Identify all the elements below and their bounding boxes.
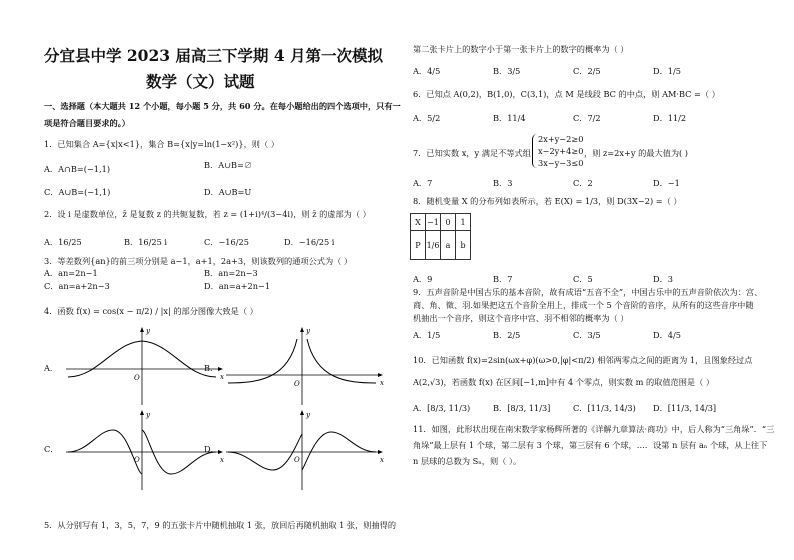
distribution-table (410, 213, 471, 260)
q8-option-b: B．7 (493, 274, 513, 284)
graph-c (58, 410, 228, 492)
q7-inequality-1: 2x+y−2≥0 (538, 134, 584, 144)
table-cell: 1/6 (426, 231, 441, 260)
q3-option-d: D．an=a+2n−1 (204, 281, 271, 291)
q7-option-b: B．3 (493, 178, 513, 188)
table-row (411, 214, 471, 231)
table-cell: X (411, 214, 426, 231)
graph-c-label: C． (44, 444, 59, 454)
q10-option-c: C．[11/3, 14/3) (573, 403, 636, 413)
q6-option-a: A．5/2 (413, 113, 441, 123)
svg-text:x: x (380, 379, 384, 387)
graph-a-label: A． (44, 363, 59, 373)
q6-option-c: C．7/2 (573, 113, 601, 123)
graph-a (58, 325, 228, 407)
q5-option-c: C．2/5 (573, 66, 601, 76)
q1-option-c: C．A∪B=(−1,1) (44, 187, 111, 197)
q7-inequality-2: x−2y+4≥0 (538, 146, 584, 156)
question-11-cont: 角垛”最上层有 1 个球，第二层有 3 个球，第三层有 6 个球，…．设第 n 层有 aₙ 个球，从上往下 (413, 440, 768, 450)
q2-option-a: A．16/25 (44, 237, 82, 247)
svg-text:y: y (306, 411, 310, 419)
q9-option-d: D．4/5 (653, 330, 681, 340)
table-cell: P (411, 231, 426, 260)
exam-subtitle: 数学（文）试题 (146, 72, 255, 91)
svg-text:y: y (146, 411, 150, 419)
q8-option-a: A．9 (413, 274, 433, 284)
question-5: 5．从分别写有 1，3，5，7，9 的五张卡片中随机抽取 1 张，放回后再随机抽取 1 张，则抽得的 (44, 520, 397, 530)
question-9-cont2: 机抽出一个音序，则这个音序中宫、羽不相邻的概率为（ ） (413, 313, 629, 323)
graph-d (218, 410, 388, 492)
q10-option-b: B．[8/3, 11/3] (493, 403, 551, 413)
question-1: 1．已知集合 A={x|x<1}，集合 B={x|y=ln(1−x²)}，则（ ） (44, 139, 279, 149)
svg-text:O: O (134, 456, 140, 464)
section-heading: 一、选择题（本大题共 12 个小题，每小题 5 分，共 60 分。在每小题给出的四个选项中，只有一 (44, 101, 401, 111)
q3-option-a: A．an=2n−1 (44, 268, 98, 278)
question-2: 2．设 i 是虚数单位，z̄ 是复数 z 的共轭复数，若 z = (1+i)⁴/(3−4i)，则 z̄ 的虚部为（ ） (44, 209, 371, 219)
svg-text:O: O (294, 380, 300, 388)
svg-text:y: y (306, 327, 310, 335)
q5-option-b: B．3/5 (493, 66, 521, 76)
svg-text:x: x (220, 373, 224, 381)
table-cell: 1 (456, 214, 471, 231)
q7-option-c: C．2 (573, 178, 593, 188)
question-8: 8．随机变量 X 的分布列如表所示，若 E(X) = 1/3，则 D(3X−2) =（ ） (413, 196, 682, 206)
question-9-cont: 商、角、徵、羽.如果把这五个音阶全用上，排成一个 5 个音阶的音序，从所有的这些音序中随 (413, 300, 754, 310)
svg-text:y: y (146, 327, 150, 335)
question-10: 10．已知函数 f(x)=2sin(ωx+φ)(ω>0,|φ|<π/2) 相邻两零点之间的距离为 1，且图象经过点 (413, 355, 753, 365)
q3-option-c: C．an=a+2n−3 (44, 281, 110, 291)
question-5-cont: 第二张卡片上的数字小于第一张卡片上的数字的概率为（ ） (413, 44, 629, 54)
q5-option-a: A．4/5 (413, 66, 441, 76)
system-brace (532, 134, 537, 168)
q10-option-d: D．[11/3, 14/3] (653, 403, 717, 413)
q6-option-b: B．11/4 (493, 113, 526, 123)
svg-text:x: x (220, 456, 224, 464)
q7-inequality-3: 3x−y−3≤0 (538, 158, 584, 168)
q3-option-b: B．an=2n−3 (204, 268, 258, 278)
q2-option-b: B．16/25 i (124, 237, 168, 247)
q1-option-b: B．A∪B=∅ (204, 160, 253, 170)
q1-option-d: D．A∪B=U (204, 187, 252, 197)
graph-b-label: B． (204, 363, 219, 373)
q1-option-a: A．A∩B=(−1,1) (44, 164, 111, 174)
question-11-cont2: n 层球的总数为 Sₙ，则（ ）。 (413, 456, 522, 466)
q7-option-d: D．−1 (653, 178, 680, 188)
svg-text:x: x (380, 456, 384, 464)
q6-option-d: D．11/2 (653, 113, 687, 123)
q2-option-d: D．−16/25 i (284, 237, 335, 247)
q9-option-c: C．3/5 (573, 330, 601, 340)
svg-text:O: O (134, 374, 140, 382)
section-heading-cont: 项是符合题目要求的。） (44, 118, 130, 128)
exam-title: 分宜县中学 2023 届高三下学期 4 月第一次模拟 (44, 46, 384, 65)
graph-b (218, 325, 388, 407)
question-9: 9．五声音阶是中国古乐的基本音阶，故有成语“五音不全”，中国古乐中的五声音阶依次为：宫、 (413, 287, 763, 297)
table-cell: a (441, 231, 456, 260)
table-cell: −1 (426, 214, 441, 231)
question-3: 3．等差数列{an}的前三项分别是 a−1，a+1，2a+3，则该数列的通项公式为（ ） (44, 256, 353, 266)
q9-option-b: B．2/5 (493, 330, 521, 340)
q2-option-c: C．−16/25 (204, 237, 249, 247)
q8-option-c: C．5 (573, 274, 593, 284)
question-6: 6．已知点 A(0,2)，B(1,0)，C(3,1)，点 M 是线段 BC 的中点，则 AM·BC =（ ） (413, 89, 720, 99)
q10-option-a: A．[8/3, 11/3) (413, 403, 471, 413)
q9-option-a: A．1/5 (413, 330, 441, 340)
question-4: 4．函数 f(x) = cos(x − π/2) / |x| 的部分图像大致是（ ） (44, 306, 258, 316)
q7-option-a: A．7 (413, 178, 433, 188)
q8-option-d: D．3 (653, 274, 673, 284)
question-7-end: ，则 z=2x+y 的最大值为( ) (584, 148, 688, 158)
question-11: 11．如图，此形状出现在南宋数学家杨辉所著的《详解九章算法·商功》中，后人称为“三角垛”．“三 (413, 424, 775, 434)
table-cell: 0 (441, 214, 456, 231)
question-10-cont: A(2,√3)，若函数 f(x) 在区间[−1,m]中有 4 个零点，则实数 m 的取值范围是（ ） (413, 377, 715, 387)
question-7: 7．已知实数 x，y 满足不等式组 (413, 148, 531, 158)
svg-text:O: O (294, 456, 300, 464)
table-cell: b (456, 231, 471, 260)
table-row (411, 231, 471, 260)
q5-option-d: D．1/5 (653, 66, 681, 76)
graph-d-label: D． (204, 444, 219, 454)
